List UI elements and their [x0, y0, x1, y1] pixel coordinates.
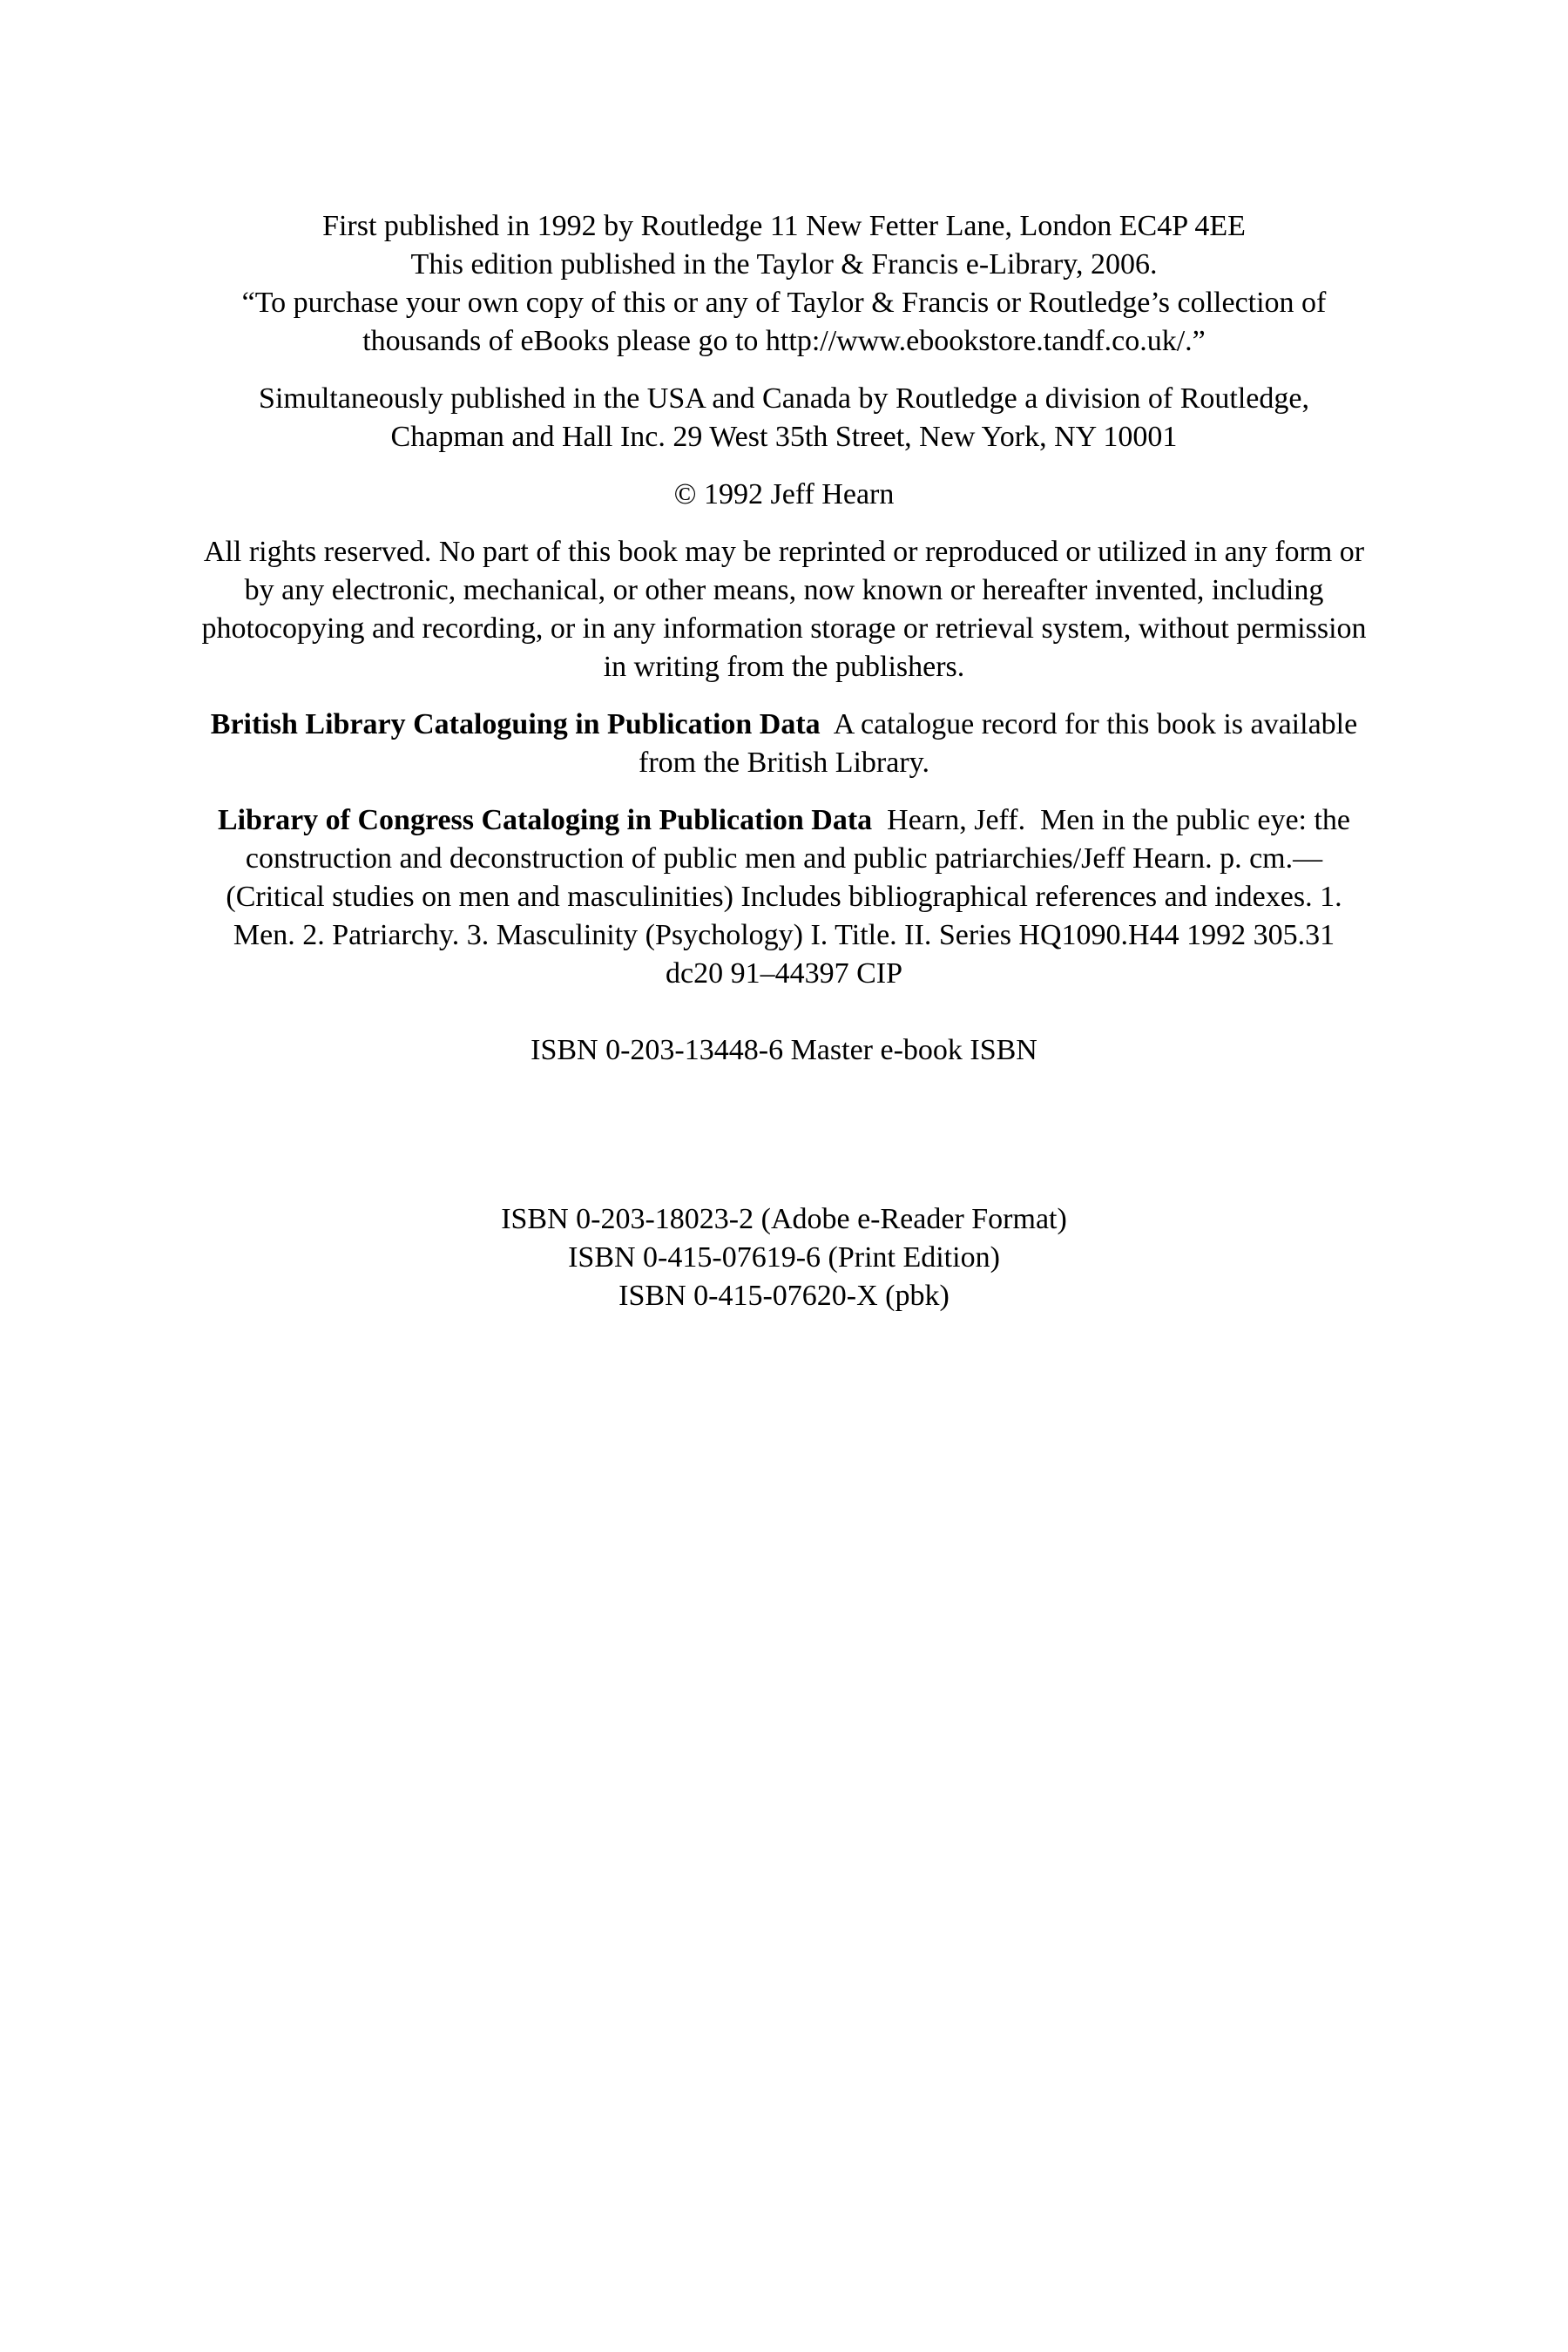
isbn-line: ISBN 0-203-18023-2 (Adobe e-Reader Format) — [501, 1203, 1067, 1235]
usa-publication-info — [122, 380, 1446, 456]
publication-line: “To purchase your own copy of this or any of Taylor & Francis or Routledge’s collection of — [241, 287, 1327, 319]
isbn-line: ISBN 0-415-07619-6 (Print Edition) — [568, 1241, 1000, 1274]
isbn-formats — [122, 1200, 1446, 1315]
publication-line: First published in 1992 by Routledge 11 New Fetter Lane, London EC4P 4EE — [322, 210, 1246, 242]
rights-line: in writing from the publishers. — [603, 651, 965, 683]
isbn-master — [122, 1031, 1446, 1070]
british-library-line — [122, 706, 1446, 744]
copyright-line: © 1992 Jeff Hearn — [673, 478, 895, 510]
copyright-notice — [122, 476, 1446, 514]
loc-heading: Library of Congress Cataloging in Publication Data — [217, 804, 873, 836]
usa-line: Simultaneously published in the USA and Canada by Routledge a division of Routledge, — [259, 382, 1309, 415]
loc-line: construction and deconstruction of public men and public patriarchies/Jeff Hearn. p. cm.— — [245, 842, 1323, 875]
rights-line: by any electronic, mechanical, or other means, now known or hereafter invented, including — [244, 574, 1324, 606]
loc-line — [122, 801, 1446, 840]
british-library-heading: British Library Cataloguing in Publication Data — [210, 708, 821, 740]
loc-line: dc20 91–44397 CIP — [666, 957, 902, 990]
rights-line: photocopying and recording, or in any information storage or retrieval system, without permission — [201, 612, 1367, 645]
usa-line: Chapman and Hall Inc. 29 West 35th Street, New York, NY 10001 — [390, 421, 1178, 453]
rights-line: All rights reserved. No part of this book may be reprinted or reproduced or utilized in any form or — [203, 536, 1365, 568]
british-library-line: from the British Library. — [639, 747, 929, 779]
publication-line: thousands of eBooks please go to http://www.ebookstore.tandf.co.uk/.” — [362, 325, 1206, 357]
british-library-cip — [122, 706, 1446, 782]
loc-text: Hearn, Jeff. Men in the public eye: the — [872, 804, 1351, 836]
isbn-line: ISBN 0-415-07620-X (pbk) — [618, 1280, 950, 1312]
loc-line: (Critical studies on men and masculinities) Includes bibliographical references and indexes. 1. — [226, 881, 1342, 913]
publication-info — [122, 207, 1446, 361]
publication-line: This edition published in the Taylor & Francis e-Library, 2006. — [410, 248, 1158, 280]
library-of-congress-cip — [122, 801, 1446, 993]
british-library-text: A catalogue record for this book is available — [820, 708, 1358, 740]
copyright-page — [122, 207, 1446, 1335]
isbn-master-line: ISBN 0-203-13448-6 Master e-book ISBN — [531, 1034, 1037, 1066]
rights-statement — [122, 533, 1446, 686]
loc-line: Men. 2. Patriarchy. 3. Masculinity (Psychology) I. Title. II. Series HQ1090.H44 1992 305.31 — [233, 919, 1335, 951]
